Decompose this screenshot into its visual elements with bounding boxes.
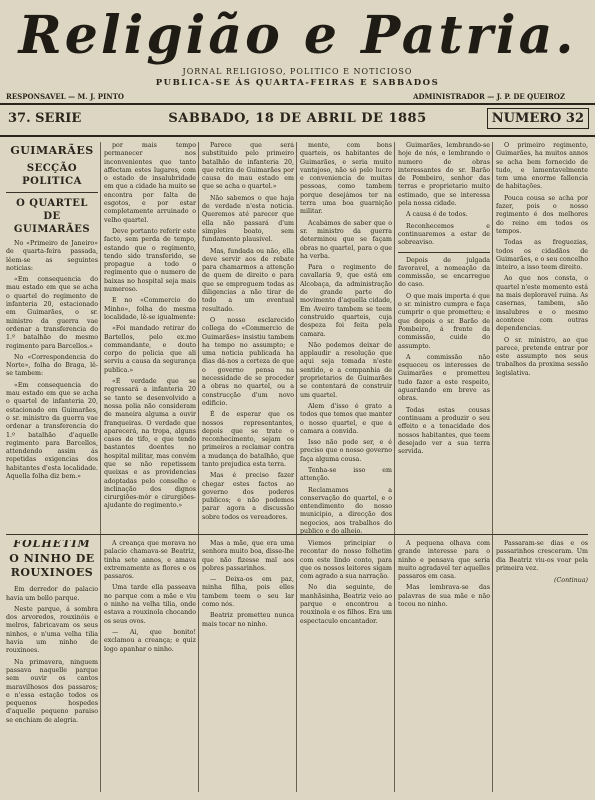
paragraph: Mas é preciso fazer chegar estes factos ao governo dos poderes publicos; e não podemos parar agora a discussão sobre todos os vereadores. (202, 472, 294, 521)
folhetim-rule (6, 534, 588, 535)
newspaper-title: Religião e Patria. (18, 5, 577, 66)
paragraph: A pequena olhava com grande interesse para o ninho e pensava que seria muito agradavel ter aquelles passaros em casa. (398, 540, 490, 581)
paragraph: mente, com bons quarteis, os habitantes de Guimarães, e seria muito vantajoso, não só pelo lucro e conveniencia de muitas pessoas, como tambem porque desejámos ter na terra uma boa guarnição militar. (300, 142, 392, 216)
folhetim-column-6 (496, 540, 588, 795)
folhetim-label: FOLHETIM (13, 540, 91, 550)
paragraph: O que mais importa é que o sr. ministro cumpra e faça cumprir o que prometteu; e que depois o sr. Barão de Pombeiro, á frente da commissão, cuide do assumpto. (398, 292, 490, 350)
paragraph: No «Primeiro de Janeiro» de quarta-feira passada, lêem-se as seguintes noticias: (6, 240, 98, 272)
paragraph: Reconhecemos e continuaremos a estar de sobreaviso. (398, 222, 490, 247)
column-4 (300, 142, 392, 534)
folhetim-title: O NINHO DE ROUXINOES (9, 552, 95, 580)
folhetim-column-1 (6, 540, 98, 795)
column-rule (100, 142, 101, 792)
administrador: ADMINISTRADOR — J. P. DE QUEIROZ (413, 92, 565, 101)
paragraph: Passaram-se dias e os passarinhos cresceram. Um dia Beatriz viu-os voar pela primeira vez. (496, 540, 588, 572)
divider (6, 192, 98, 193)
paragraph: No dia seguinte, de manhãsinha, Beatriz veio ao parque e encontrou a rouxinola e os filhos. Era um espectaculo encantador. (300, 584, 392, 625)
paragraph: por mais tempo permanecer nos inconvenientes que tanto affectam estes lugares, com o estado de insalubridade em que a cidade ha muito se encontra por falta de esgotos, e por estar completamente arruinado o velho quartel. (104, 142, 196, 224)
paragraph: Na primavera, ninguem passava naquelle parque sem ouvir os cantos maravilhosos dos passaros; e n'essa estação todos os pequenos hospedes d'aquelle pequeno paraiso se enchiam de alegria. (6, 658, 98, 724)
folhetim-column-3 (202, 540, 294, 795)
paragraph: O nosso esclarecido collega do «Commercio de Guimarães» insistiu tambem ha tempo no assumpto; e uma noticia publicada ha dias dá-nos a certeza de que o governo pensa na necessidade de se proceder a obras no quartel, ou a construcção d'um novo edificio. (202, 316, 294, 407)
paragraph: Mas lembrava-se das palavras de sua mãe e não tocou no ninho. (398, 584, 490, 609)
serie: 37. SERIE (8, 111, 82, 126)
paragraph: «Em consequencia do mau estado em que se acha o quartel de infanteria 20, estacionado em Guimarães, o sr. ministro da guerra vae ordenar a transferencia do 1.º batalhão d'aquelle regimento para Barcellos, attendendo assim ás repetidas exigencias dos habitantes d'esta localidade. Aquella folha diz bem.» (6, 381, 98, 481)
issue-info-bar (0, 103, 595, 137)
paragraph: A commissão não esqueceu os interesses de Guimarães e prometteu tudo fazer a este respeito, aguardando em breve as obras. (398, 353, 490, 403)
paragraph: Beatriz prometteu nunca mais tocar no ninho. (202, 612, 294, 628)
paragraph: Tenha-se isso em attenção. (300, 466, 392, 483)
paragraph: Isso não pode ser, e é preciso que o nosso governo faça alguma cousa. (300, 439, 392, 463)
paragraph: O primeiro regimento, Guimarães, ha muitos annos se acha bem fornecido de tudo, e lamentavelmente tem uma enorme fallencia de habitações. (496, 142, 588, 191)
issue-number: NUMERO 32 (487, 108, 589, 129)
paragraph: A causa é de todos. (406, 211, 468, 219)
paragraph: — Deixa-os em paz, minha filha, pois elles tambem teem o seu lar como nós. (202, 576, 294, 609)
paragraph: Acabámos de saber que o sr. ministro da guerra determinou que se façam obras no quartel, para o que ha verba. (300, 219, 392, 260)
paragraph: O sr. ministro, ao que parece, pretende entrar por este assumpto nos seus trabalhos da proxima sessão legislativa. (496, 336, 588, 377)
responsavel: RESPONSAVEL — M. J. PINTO (6, 92, 125, 101)
paragraph: Guimarães, lembrando-se hoje de nós, e lembrando o numero de obras interessantes do sr. Barão de Pombeiro, senhor das terras e proprietario muito estimado, que se interessa pela nossa cidade. (398, 142, 490, 208)
folhetim-column-2 (104, 540, 196, 795)
column-rule (492, 142, 493, 792)
paragraph: Não sabemos o que haja de verdade n'esta noticia. Queremos até parecer que ella não passará d'um simples boato, sem fundamento plausivel. (202, 194, 294, 244)
paragraph: Uma tarde ella passeava no parque com a mãe e viu o ninho na velha tilia, onde estava a rouxinola chocando os seus ovos. (104, 584, 196, 625)
column-rule (198, 142, 199, 792)
paragraph: Mas a mãe, que era uma senhora muito boa, disse-lhe que não fizesse mal aos pobres passarinhos. (202, 540, 294, 572)
paragraph: «Foi mandado retirar do Bartellos, pelo ex.mo commandante, e douto corpo do policia que ali serviu a causa da segurança publica.» (104, 325, 196, 374)
paragraph: Em derredor do palacio havia um bello parque. (6, 586, 98, 602)
paragraph: Depois de julgada favoravel, a nomeação da commissão, se encarregue do caso. (398, 256, 490, 289)
paragraph: Todas as freguezias, todos os cidadãos de Guimarães, e o seu concelho inteiro, a isso teem direito. (496, 239, 588, 272)
column-3 (202, 142, 294, 534)
divider (398, 252, 490, 253)
issue-date: SABBADO, 18 DE ABRIL DE 1885 (168, 111, 427, 126)
paragraph: Parece que será substituido pelo primeiro batalhão de infanteria 20, que retira de Guimarães por causa do mau estado em que se acha o quartel.» (202, 142, 294, 191)
newspaper-subtitle: JORNAL RELIGIOSO, POLITICO E NOTICIOSO (182, 67, 413, 76)
column-2 (104, 142, 196, 534)
paragraph: «É verdade que se regressará a infanteria 20 se tanto se desenvolvido a nossa polia não consideram de maneira alguma a ouvir franqueiras. O verdade que aparecerá, na tropa, alguns casos de tifo, e que tendo bastantes doentes no hospital militar, mas convém que se não repetissem queixas e as providencias adoptadas pelo conselho e inclinação dos dignos cirurgiões-mór e cirurgiões-ajudante do regimento.» (104, 378, 196, 510)
publication-days: PUBLICA-SE ÁS QUARTA-FEIRAS E SABBADOS (155, 78, 440, 88)
paragraph: Mas, fundada ou não, ella deve servir aos de rebate para chamarmos a attenção de quem de direito e para que se empreguem todas as diligencias a não tirar de todo a um eventual resultado. (202, 247, 294, 313)
paragraph: Reclamamos a conservação do quartel, e o entendimento do nosso municipio, a direcção dos negocios, aos trabalhos do publico e do alheio. (300, 486, 392, 534)
folhetim-column-4 (300, 540, 392, 795)
paragraph: Pouca cousa se acha por fazer, pois o nosso regimento é dos melhores do reino em todos os tempos. (496, 194, 588, 235)
paragraph: Deve portanto referir este facto, sem perda de tempo, estando que o regimento, tendo sido transferido, se propague a todo o regimento que o numero de baixas no hospital seja mais numeroso. (104, 227, 196, 294)
section-heading-guimaraes: GUIMARÃES (10, 144, 94, 157)
paragraph: — Ai, que bonito! exclamou a creança; e quiz logo apanhar o ninho. (104, 628, 196, 653)
section-heading-politica: SECÇÃO POLITICA (22, 163, 82, 187)
article-title-quartel: O QUARTEL DE GUIMARÃES (13, 198, 91, 235)
column-rule (296, 142, 297, 792)
paragraph: No «Correspondencia do Norte», folha do Braga, lê-se tambem: (6, 353, 98, 378)
paragraph: «Em consequencia do mau estado em que se acha o quartel do regimento de infanteria 20, estacionado em Guimarães, o sr. ministro da guerra vae ordenar a transferencia do 1.º batalhão do mesmo regimento para Barcellos.» (6, 276, 98, 350)
paragraph: Ao que nos consta, o quartel n'este momento está na mais deploravel ruina. As casernas, tambem, são insalubres e o mesmo acontece com outras dependencias. (496, 275, 588, 333)
continua-note: (Continua) (554, 577, 588, 585)
paragraph: Viemos principiar o recontar do nosso folhetim com este lindo conto, para que os nossos leitores sigam com agrado a sua narração. (300, 540, 392, 581)
masthead (0, 0, 595, 112)
column-1 (6, 142, 98, 534)
paragraph: Alem d'isso é grato a todos que temos que manter o nosso quartel, e que a camara a convida. (300, 402, 392, 435)
paragraph: Neste parque, á sombra dos arvoredos, rouxinóis e melros, fabricavam os seus ninhos, e n'uma velha tilia havia um ninho de rouxinoes. (6, 605, 98, 655)
paragraph: Não podemos deixar de applaudir a resolução que aqui seja tomada n'este sentido, e a companhia de proprietarios de Guimarães se contentará de construir um quartel. (300, 341, 392, 399)
paragraph: É de esperar que os nossos representantes, depois que se trate o reconhecimento, sejam os primeiros a reclamar contra a mudança do batalhão, que tanto prejudica esta terra. (202, 411, 294, 468)
paragraph: A creança que morava no palacio chamava-se Beatriz, tinha sete annos, e amava extremamente as flores e os passaros. (104, 540, 196, 581)
folhetim-column-5 (398, 540, 490, 795)
column-rule (394, 142, 395, 792)
paragraph: Todas estas cousas continuam a produzir o seu effeito e a tenacidade dos nossos habitantes, que teem desejado ver a sua terra servida. (398, 406, 490, 456)
paragraph: E no «Commercio do Minho», folha do mesma localidade, lê-se igualmente: (104, 297, 196, 321)
paragraph: Para o regimento de cavallaria 9, que está em Alcobaça, da administração de grande parte do movimento d'aquella cidade, Em Aveiro tambem se teem construido quarteis, cuja despeza foi feita pela camara. (300, 264, 392, 338)
